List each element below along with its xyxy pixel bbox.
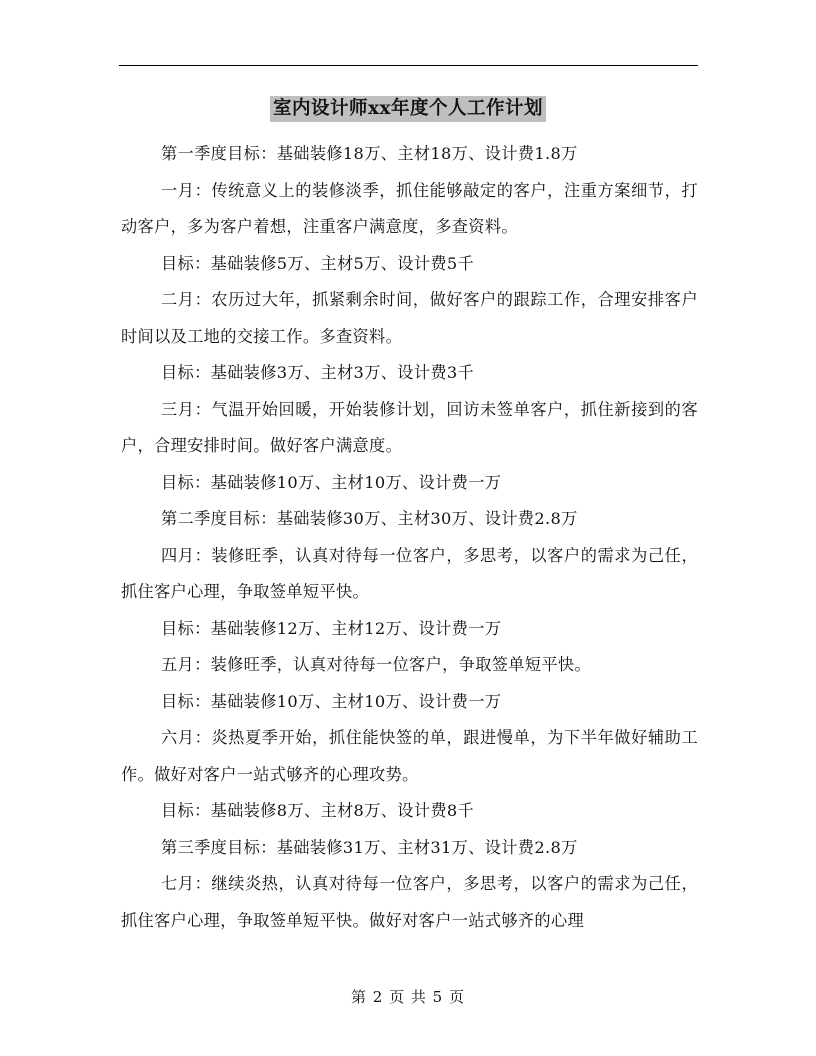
june-plan-paragraph: 六月：炎热夏季开始，抓住能快签的单，跟进慢单，为下半年做好辅助工作。做好对客户一站式够齐的心理攻势。 (121, 728, 698, 784)
header-rule (119, 65, 698, 66)
may-target-paragraph: 目标：基础装修10万、主材10万、设计费一万 (161, 691, 502, 711)
document-body (121, 136, 698, 939)
april-plan-paragraph: 四月：装修旺季，认真对待每一位客户，多思考，以客户的需求为己任，抓住客户心理，争取签单短平快。 (121, 545, 698, 601)
january-target-paragraph: 目标：基础装修5万、主材5万、设计费5千 (161, 253, 475, 273)
february-target-paragraph: 目标：基础装修3万、主材3万、设计费3千 (161, 363, 475, 382)
march-target-paragraph: 目标：基础装修10万、主材10万、设计费一万 (161, 472, 502, 492)
page-number-footer: 第 2 页 共 5 页 (351, 988, 465, 1006)
q2-goal-paragraph: 第二季度目标：基础装修30万、主材30万、设计费2.8万 (161, 509, 578, 528)
february-plan-paragraph: 二月：农历过大年，抓紧剩余时间，做好客户的跟踪工作，合理安排客户时间以及工地的交接工作。多查资料。 (121, 290, 698, 346)
march-plan-paragraph: 三月：气温开始回暖，开始装修计划，回访未签单客户，抓住新接到的客户，合理安排时间。做好客户满意度。 (121, 399, 698, 455)
january-plan-paragraph: 一月：传统意义上的装修淡季，抓住能够敲定的客户，注重方案细节，打动客户，多为客户着想，注重客户满意度，多查资料。 (121, 180, 698, 236)
document-title-row (0, 96, 816, 122)
q3-goal-paragraph: 第三季度目标：基础装修31万、主材31万、设计费2.8万 (161, 837, 578, 857)
document-title: 室内设计师xx年度个人工作计划 (270, 96, 546, 122)
may-plan-paragraph: 五月：装修旺季，认真对待每一位客户，争取签单短平快。 (161, 655, 591, 674)
june-target-paragraph: 目标：基础装修8万、主材8万、设计费8千 (161, 801, 475, 820)
july-plan-paragraph: 七月：继续炎热，认真对待每一位客户，多思考，以客户的需求为己任，抓住客户心理，争取签单短平快。做好对客户一站式够齐的心理 (121, 874, 698, 930)
q1-goal-paragraph: 第一季度目标：基础装修18万、主材18万、设计费1.8万 (161, 144, 578, 163)
april-target-paragraph: 目标：基础装修12万、主材12万、设计费一万 (161, 618, 502, 638)
